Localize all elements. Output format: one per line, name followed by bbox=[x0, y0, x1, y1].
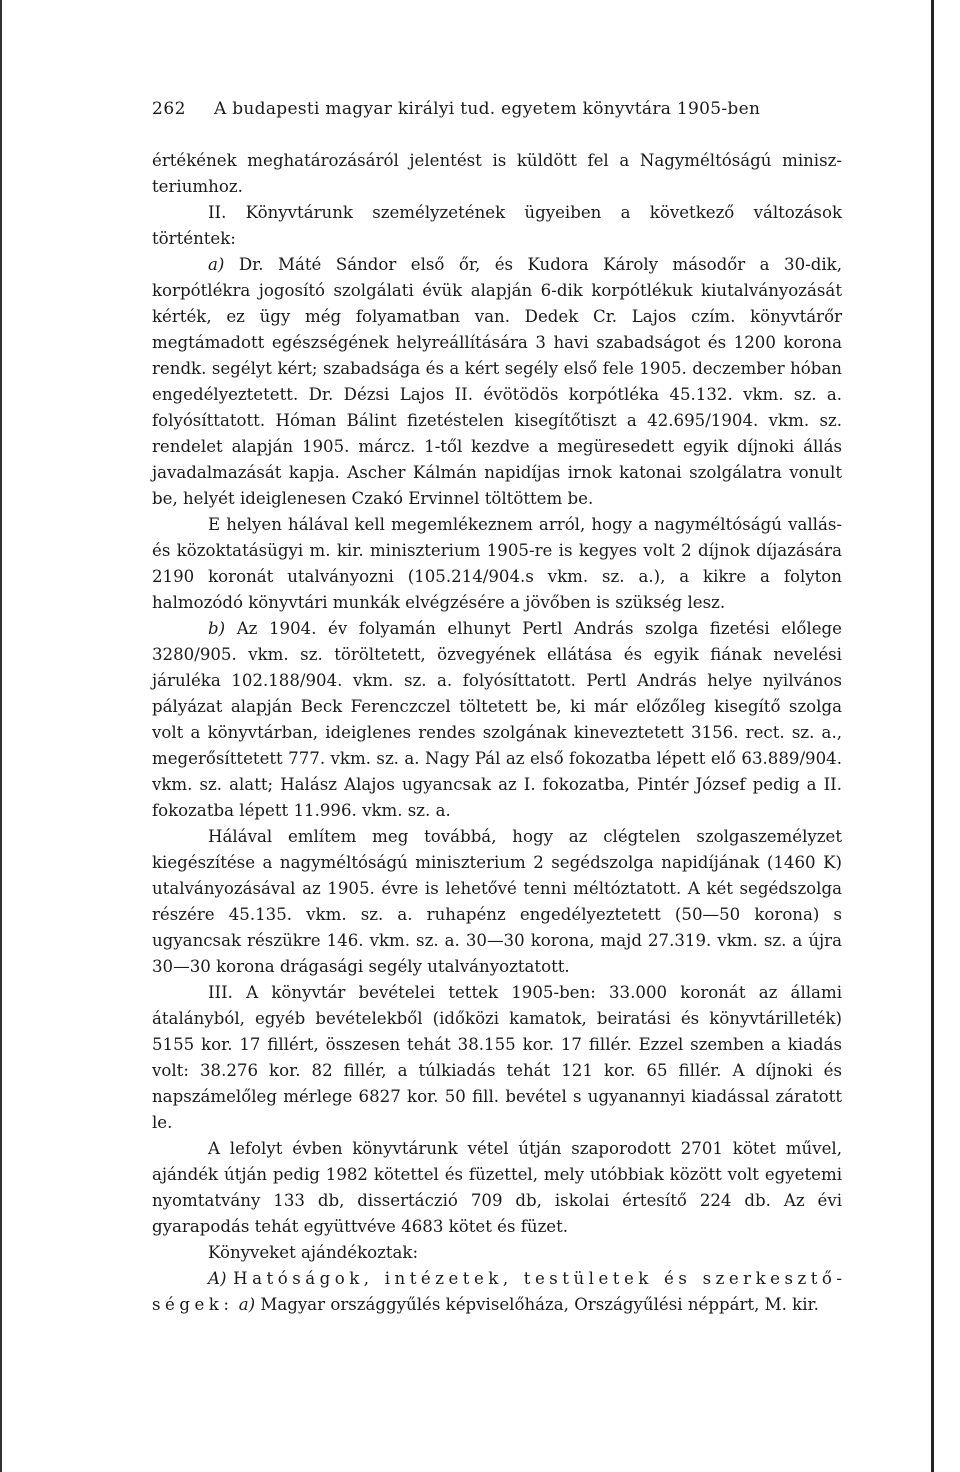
paragraph-3-text: Dr. Máté Sándor első őr, és Kudora Károly másodőr a 30-dik, korpótlékra jogosító szolgálati évük alapján 6-dik korpótlékuk kiutalványozását kérték, ez ügy még folyamatban van. Dedek Cr. Lajos czím. könyvtárőr megtámadott egészségének helyreállítására 3 havi szabadságot és 1200 korona rendk. segélyt kért; szabadsága és a kért segély első fele 1905. deczember hóban engedélyeztetett. Dr. Dézsi Lajos II. évötödös korpótléka 45.132. vkm. sz. a. folyósíttatott. Hóman Bálint fizetéstelen kisegítőtiszt a 42.695/1904. vkm. sz. rendelet alapján 1905. márcz. 1-től kezdve a megüresedett egyik díjnoki állás javadalmazását kapja. Ascher Kálmán napidíjas irnok katonai szolgálatra vonult be, helyét ideiglenesen Czakó Ervinnel töltöttem be. bbox=[152, 255, 842, 508]
page-number: 262 bbox=[152, 99, 186, 119]
paragraph-2: II. Könyvtárunk személyzetének ügyeiben a következő változások történtek: bbox=[152, 203, 842, 248]
paragraph-7: III. A könyvtár bevételei tettek 1905-ben: 33.000 koronát az állami átalányból, egyéb bevételekből (időközi kamatok, beiratási és könyvtárilleték) 5155 kor. 17 fillért, összesen tehát 38.155 kor. 17 fillér. Ezzel szemben a kiadás volt: 38.276 kor. 82 fillér, a túlkiadás tehát 121 kor. 65 fillér. A díjnoki és napszámelőleg mérlege 6827 kor. 50 fill. bevétel s ugyanannyi kiadással záratott le. bbox=[152, 983, 842, 1132]
paragraph-3 bbox=[152, 252, 842, 512]
paragraph-10 bbox=[152, 1266, 842, 1318]
paragraph-1: értékének meghatározásáról jelentést is küldött fel a Nagyméltóságú miniszteriumhoz. bbox=[152, 151, 842, 196]
page-left-edge bbox=[0, 0, 2, 1472]
paragraph-8: A lefolyt évben könyvtárunk vétel útján szaporodott 2701 kötet művel, ajándék útján pedig 1982 kötettel és füzettel, mely utóbbiak között volt egyetemi nyomtatvány 133 db, dissertáczió 709 db, iskolai értesítő 224 db. Az évi gyarapodás tehát együttvéve 4683 kötet és füzet. bbox=[152, 1139, 842, 1236]
paragraph-5-text: Az 1904. év folyamán elhunyt Pertl András szolga fizetési előlege 3280/905. vkm. sz. töröltetett, özvegyének ellátása és egyik fiának nevelési járuléka 102.188/904. vkm. sz. a. folyósíttatott. Pertl András helye nyilvános pályázat alapján Beck Ferenczczel töltetett be, ki már előzőleg kisegítő szolga volt a könyvtárban, ideiglenes rendes szolgának kineveztetett 3156. rect. sz. a., megerősíttetett 777. vkm. sz. a. Nagy Pál az első fokozatba lépett elő 63.889/904. vkm. sz. alatt; Halász Alajos ugyancsak az I. fokozatba, Pintér József pedig a II. fokozatba lépett 11.996. vkm. sz. a. bbox=[152, 619, 842, 820]
item-marker-a2: a) bbox=[238, 1295, 256, 1314]
paragraph-6: Hálával említem meg továbbá, hogy az clégtelen szolgaszemélyzet kiegészítése a nagyméltóságú miniszterium 2 segédszolga napidíjának (1460 K) utalványozásával az 1905. évre is lehetővé tenni méltóztatott. A két segédszolga részére 45.135. vkm. sz. a. ruhapénz engedélyeztetett (50—50 korona) s ugyancsak részükre 146. vkm. sz. a. 30—30 korona, majd 27.319. vkm. sz. a újra 30—30 korona drágasági segély utalványoztatott. bbox=[152, 827, 842, 976]
running-title: A budapesti magyar királyi tud. egyetem könyvtára 1905-ben bbox=[213, 99, 761, 119]
section-heading: Hatóságok, intézetek, testületek és szerkesztőségek: bbox=[152, 1269, 842, 1314]
item-marker-A: A) bbox=[208, 1269, 227, 1288]
paragraph-10-text: Magyar országgyűlés képviselőháza, Országyűlési néppárt, M. kir. bbox=[260, 1295, 819, 1314]
page-right-edge bbox=[931, 0, 934, 1472]
item-marker-a: a) bbox=[208, 255, 225, 274]
paragraph-5 bbox=[152, 616, 842, 824]
document-page bbox=[152, 96, 842, 1318]
running-header bbox=[152, 96, 842, 126]
paragraph-4: E helyen hálával kell megemlékeznem arról, hogy a nagyméltóságú vallás- és közoktatásügyi m. kir. miniszterium 1905-re is kegyes volt 2 díjnok díjazására 2190 koronát utalványozni (105.214/904.s vkm. sz. a.), a kikre a folyton halmozódó könyvtári munkák elvégzésére a jövőben is szükség lesz. bbox=[152, 515, 842, 612]
item-marker-b: b) bbox=[208, 619, 226, 638]
paragraph-9: Könyveket ajándékoztak: bbox=[208, 1243, 419, 1262]
